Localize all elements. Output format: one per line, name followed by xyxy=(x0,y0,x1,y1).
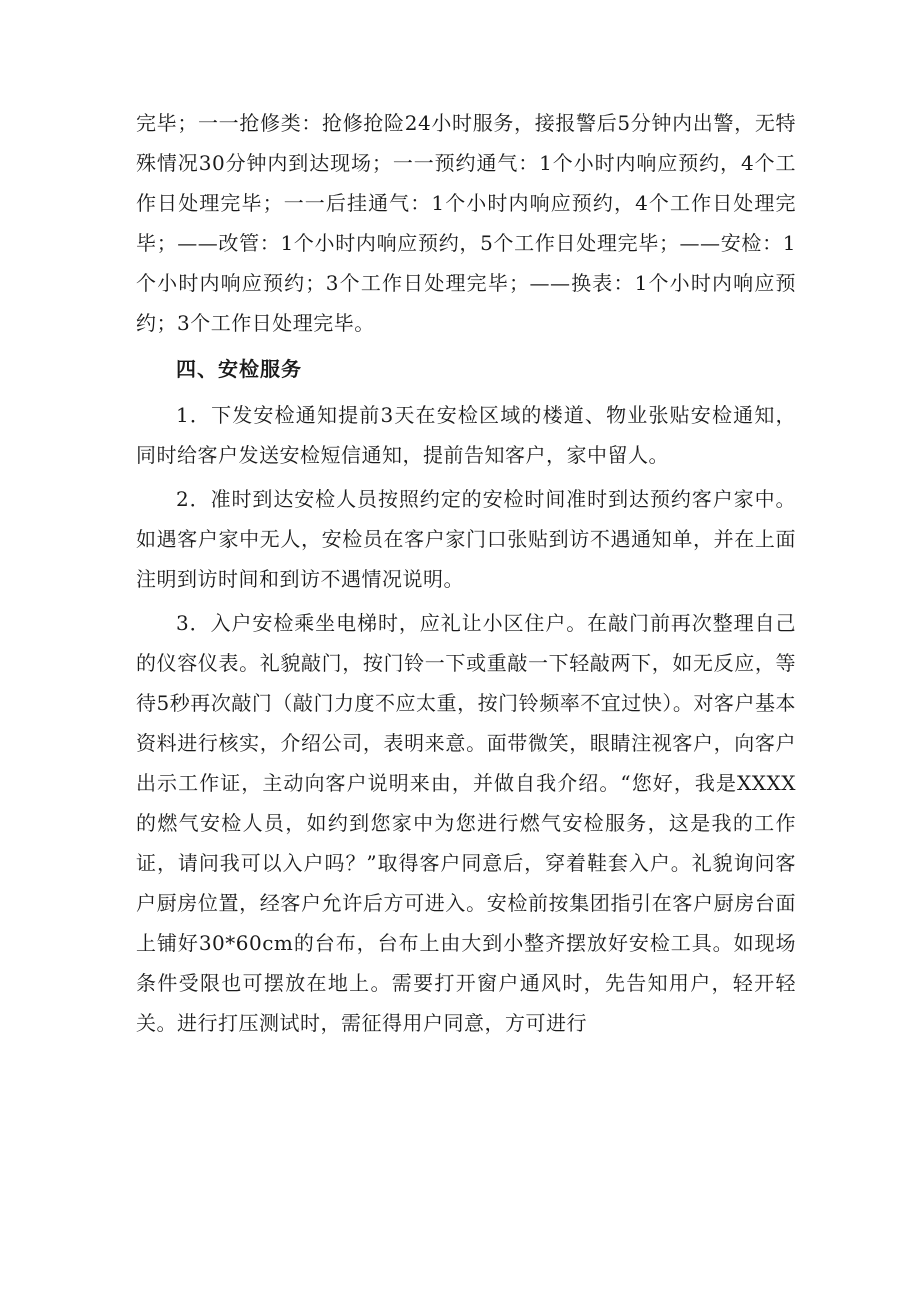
paragraph-item-3: 3．入户安检乘坐电梯时，应礼让小区住户。在敲门前再次整理自己的仪容仪表。礼貌敲门，按门铃一下或重敲一下轻敲两下，如无反应，等待5秒再次敲门（敲门力度不应太重，按门铃频率不宜过快）。对客户基本资料进行核实，介绍公司，表明来意。面带微笑，眼睛注视客户，向客户出示工作证，主动向客户说明来由，并做自我介绍。“您好，我是XXXX的燃气安检人员，如约到您家中为您进行燃气安检服务，这是我的工作证，请问我可以入户吗？”取得客户同意后，穿着鞋套入户。礼貌询问客户厨房位置，经客户允许后方可进入。安检前按集团指引在客户厨房台面上铺好30*60cm的台布，台布上由大到小整齐摆放好安检工具。如现场条件受限也可摆放在地上。需要打开窗户通风时，先告知用户，轻开轻关。进行打压测试时，需征得用户同意，方可进行 xyxy=(136,611,796,1035)
paragraph-item-1: 1．下发安检通知提前3天在安检区域的楼道、物业张贴安检通知，同时给客户发送安检短信通知，提前告知客户，家中留人。 xyxy=(136,403,796,467)
paragraph-intro: 完毕；一一抢修类：抢修抢险24小时服务，接报警后5分钟内出警，无特殊情况30分钟内到达现场；一一预约通气：1个小时内响应预约，4个工作日处理完毕；一一后挂通气：1个小时内响应预约，4个工作日处理完毕；——改管：1个小时内响应预约，5个工作日处理完毕；——安检：1个小时内响应预约；3个工作日处理完毕；——换表：1个小时内响应预约；3个工作日处理完毕。 xyxy=(136,111,796,335)
section-heading: 四、安检服务 xyxy=(176,357,302,381)
document-page xyxy=(136,103,796,1043)
paragraph-item-2: 2．准时到达安检人员按照约定的安检时间准时到达预约客户家中。如遇客户家中无人，安检员在客户家门口张贴到访不遇通知单，并在上面注明到访时间和到访不遇情况说明。 xyxy=(136,487,796,591)
